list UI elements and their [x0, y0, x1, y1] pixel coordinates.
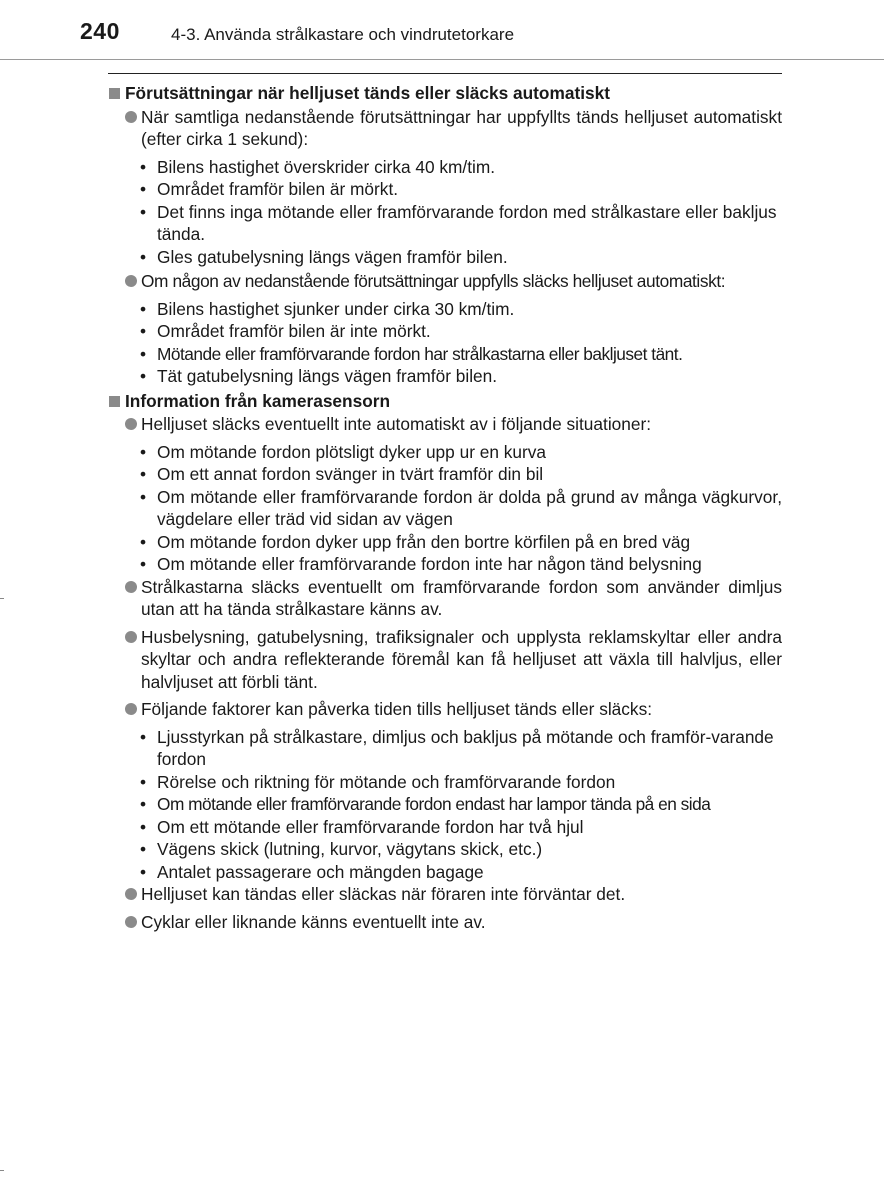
point-item	[108, 911, 782, 934]
sub-item: • Bilens hastighet sjunker under cirka 30 km/tim.	[140, 298, 515, 319]
point-text: Helljuset kan tändas eller släckas när föraren inte förväntar det.	[141, 884, 626, 904]
sub-item-text: Om mötande eller framförvarande fordon endast har lampor tända på en sida	[157, 794, 711, 814]
sub-item: • Vägens skick (lutning, kurvor, vägytans skick, etc.)	[140, 839, 543, 859]
sub-item: • Området framför bilen är inte mörkt.	[140, 321, 431, 341]
sub-list	[108, 156, 782, 269]
section-heading	[108, 390, 782, 413]
sub-item: • Tät gatubelysning längs vägen framför bilen.	[140, 366, 498, 386]
sub-item: • Om mötande fordon plötsligt dyker upp ur en kurva	[140, 441, 547, 462]
point-text: Strålkastarna släcks eventuellt om framförvarande fordon som använder dimljus utan att ha tända strålkastare känns av.	[141, 576, 782, 619]
sub-item: • Om ett annat fordon svänger in tvärt framför din bil	[140, 464, 544, 484]
point-text: När samtliga nedanstående förutsättningar har uppfyllts tänds helljuset automatiskt (efter cirka 1 sekund):	[141, 106, 782, 149]
sub-item-text: Tät gatubelysning längs vägen framför bilen.	[157, 366, 498, 386]
sub-item: • Om mötande eller framförvarande fordon endast har lampor tända på en sida	[140, 794, 711, 814]
circle-bullet-icon	[125, 916, 137, 928]
sub-item: • Det finns inga mötande eller framförvarande fordon med strålkastare eller bakljus tända.	[140, 201, 777, 244]
sub-item: • Rörelse och riktning för mötande och framförvarande fordon	[140, 771, 616, 792]
circle-bullet-icon	[125, 418, 137, 430]
circle-bullet-icon	[125, 581, 137, 593]
circle-bullet-icon	[125, 703, 137, 715]
sub-item-text: Vägens skick (lutning, kurvor, vägytans skick, etc.)	[157, 839, 543, 859]
sub-item-text: Bilens hastighet sjunker under cirka 30 km/tim.	[157, 298, 515, 319]
point-text: Följande faktorer kan påverka tiden tills helljuset tänds eller släcks:	[141, 699, 653, 719]
sub-item-text: Området framför bilen är inte mörkt.	[157, 321, 431, 341]
sub-item: • Om mötande fordon dyker upp från den bortre körfilen på en bred väg	[140, 531, 691, 552]
circle-bullet-icon	[125, 111, 137, 123]
point-item	[108, 883, 782, 906]
header-rule	[0, 59, 884, 60]
sub-item: • Om mötande eller framförvarande fordon är dolda på grund av många vägkurvor, vägdelare eller träd vid sidan av vägen	[140, 486, 782, 529]
sub-item-text: Om ett annat fordon svänger in tvärt framför din bil	[157, 464, 544, 484]
sub-list	[108, 726, 782, 884]
chapter-title: 4-3. Använda strålkastare och vindrutetorkare	[171, 25, 515, 44]
sub-item: • Om mötande eller framförvarande fordon inte har någon tänd belysning	[140, 554, 702, 574]
section-heading-text: Information från kamerasensorn	[125, 390, 391, 411]
circle-bullet-icon	[125, 631, 137, 643]
page-edge-mark	[0, 1170, 4, 1171]
sub-item-text: Det finns inga mötande eller framförvarande fordon med strålkastare eller bakljus tända.	[157, 201, 777, 244]
point-item	[108, 576, 782, 621]
sub-item: • Området framför bilen är mörkt.	[140, 179, 399, 199]
point-item	[108, 626, 782, 694]
sub-item-text: Bilens hastighet överskrider cirka 40 km/tim.	[157, 156, 496, 177]
point-text: Cyklar eller liknande känns eventuellt inte av.	[141, 911, 486, 932]
sub-item: • Gles gatubelysning längs vägen framför bilen.	[140, 246, 508, 267]
sub-item-text: Området framför bilen är mörkt.	[157, 179, 399, 199]
point-text: Husbelysning, gatubelysning, trafiksignaler och upplysta reklamskyltar eller andra skyltar och andra reflekterande föremål kan få helljuset att växla till halvljus, eller halvljuset att förbli tänt.	[141, 626, 782, 692]
sub-item-text: Mötande eller framförvarande fordon har strålkastarna eller bakljuset tänt.	[157, 343, 683, 364]
sub-item-text: Om mötande fordon plötsligt dyker upp ur en kurva	[157, 441, 547, 462]
section-heading	[108, 82, 782, 105]
page-edge-mark	[0, 598, 4, 599]
page-body	[108, 73, 782, 938]
sub-item: • Ljusstyrkan på strålkastare, dimljus och bakljus på mötande och framför-varande fordon	[140, 726, 774, 769]
point-item	[108, 698, 782, 721]
square-bullet-icon	[109, 396, 120, 407]
circle-bullet-icon	[125, 275, 137, 287]
sub-item-text: Om ett mötande eller framförvarande fordon har två hjul	[157, 816, 584, 837]
sub-item-text: Om mötande fordon dyker upp från den bortre körfilen på en bred väg	[157, 531, 691, 552]
sub-item: • Antalet passagerare och mängden bagage	[140, 861, 484, 882]
page-number: 240	[80, 18, 120, 44]
sub-list	[108, 298, 782, 388]
square-bullet-icon	[109, 88, 120, 99]
point-item	[108, 106, 782, 151]
sub-item-text: Rörelse och riktning för mötande och framförvarande fordon	[157, 771, 616, 792]
section-heading-text: Förutsättningar när helljuset tänds eller släcks automatiskt	[125, 83, 610, 103]
sub-item: • Om ett mötande eller framförvarande fordon har två hjul	[140, 816, 584, 837]
point-item	[108, 270, 782, 293]
sub-item-text: Antalet passagerare och mängden bagage	[157, 861, 484, 882]
point-text: Helljuset släcks eventuellt inte automatiskt av i följande situationer:	[141, 414, 652, 434]
sub-item-text: Gles gatubelysning längs vägen framför bilen.	[157, 246, 508, 267]
point-item	[108, 413, 782, 436]
sub-item: • Bilens hastighet överskrider cirka 40 km/tim.	[140, 156, 496, 177]
sub-item-text: Ljusstyrkan på strålkastare, dimljus och bakljus på mötande och framför-varande fordon	[157, 726, 774, 769]
sub-list	[108, 441, 782, 576]
circle-bullet-icon	[125, 888, 137, 900]
sub-item-text: Om mötande eller framförvarande fordon inte har någon tänd belysning	[157, 554, 702, 574]
sub-item-text: Om mötande eller framförvarande fordon är dolda på grund av många vägkurvor, vägdelare eller träd vid sidan av vägen	[157, 486, 782, 529]
sub-item: • Mötande eller framförvarande fordon har strålkastarna eller bakljuset tänt.	[140, 343, 683, 364]
point-text: Om någon av nedanstående förutsättningar uppfylls släcks helljuset automatiskt:	[141, 271, 726, 291]
